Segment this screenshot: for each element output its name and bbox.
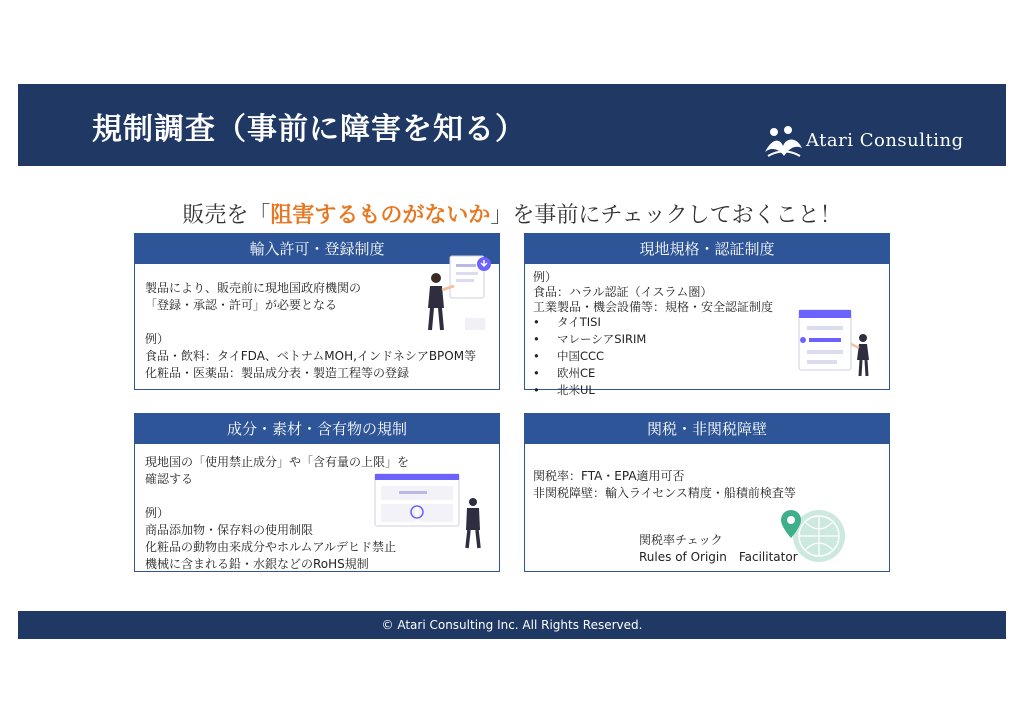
box-line: 例） (145, 332, 170, 346)
box-line: 関税率：FTA・EPA適用可否 (533, 469, 685, 483)
local-standards-box (524, 233, 890, 397)
box-line: 現地国の「使用禁止成分」や「含有量の上限」を (145, 455, 410, 469)
box-line (145, 488, 409, 505)
page-title: 規制調査（事前に障害を知る） (92, 112, 526, 147)
ingredient-regulation-box (134, 413, 500, 572)
box-title: 輸入許可・登録制度 (135, 234, 499, 264)
box-line: 非関税障壁：輸入ライセンス精度・船積前検査等 (533, 486, 796, 500)
box-line: 食品：ハラル認証（イスラム圏） (533, 285, 713, 299)
footer-copyright: © Atari Consulting Inc. All Rights Reserved. (18, 611, 1006, 639)
tariff-barrier-box (524, 413, 890, 572)
dashboard-person-illustration (375, 472, 495, 552)
bullet-item: • 欧州CE (533, 366, 596, 380)
box-line: 工業製品・機会設備等：規格・安全認証制度 (533, 300, 774, 314)
box-line: 製品により、販売前に現地国政府機関の (145, 281, 362, 295)
checklist-person-illustration (797, 308, 877, 380)
globe-pin-icon (779, 506, 849, 564)
box-line: 例） (533, 270, 558, 284)
box-line: 「登録・承認・許可」が必要となる (145, 298, 338, 312)
bullet-item: • タイTISI (533, 315, 601, 329)
box-body (145, 454, 409, 573)
header-banner (18, 84, 1006, 166)
bullet-item: • 中国CCC (533, 349, 605, 363)
box-line: 化粧品の動物由来成分やホルムアルデヒド禁止 (145, 540, 397, 554)
logo-icon (762, 124, 804, 160)
lead-suffix: 」を事前にチェックしておくこと！ (490, 203, 842, 228)
caption-line: 関税率チェック (639, 533, 723, 547)
import-permit-box (134, 233, 500, 390)
lead-highlight: 阻害するものがないか (270, 203, 491, 228)
box-line: 例） (145, 506, 170, 520)
box-title: 現地規格・認証制度 (525, 234, 889, 264)
caption-line: Rules of Origin Facilitator (639, 550, 798, 564)
box-line: 商品添加物・保存料の使用制限 (145, 523, 314, 537)
lead-sentence (0, 198, 1024, 229)
box-title: 成分・素材・含有物の規制 (135, 414, 499, 444)
company-logo (762, 124, 972, 160)
lead-prefix: 販売を「 (182, 203, 271, 228)
document-person-illustration (420, 252, 495, 337)
box-line: 食品・飲料：タイFDA、ベトナムMOH,インドネシアBPOM等 (145, 349, 477, 363)
bullet-item: • マレーシアSIRIM (533, 332, 647, 346)
bullet-item: • 北米UL (533, 383, 595, 397)
tariff-tool-caption (639, 532, 798, 566)
box-title: 関税・非関税障壁 (525, 414, 889, 444)
box-line: 機械に含まれる鉛・水銀などのRoHS規制 (145, 557, 369, 571)
box-line: 化粧品・医薬品：製品成分表・製造工程等の登録 (145, 366, 410, 380)
logo-text: Atari Consulting (806, 130, 964, 151)
box-line: 確認する (145, 472, 194, 486)
box-body (533, 468, 796, 502)
box-body (533, 270, 773, 400)
